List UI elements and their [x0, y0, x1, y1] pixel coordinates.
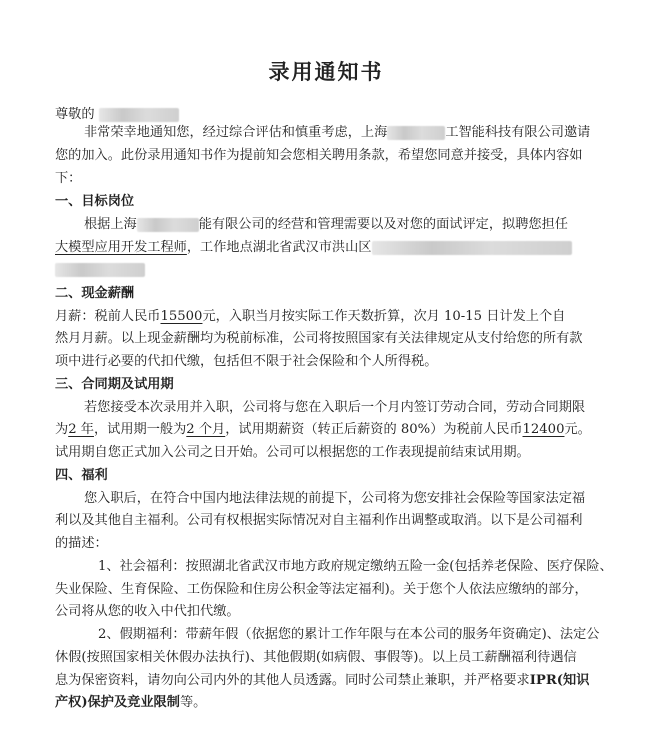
intro-line-2: 您的加入。此份录用通知书作为提前知会您相关聘用条款，希望您同意并接受，具体内容如 [55, 148, 583, 163]
s1-location: ，工作地点湖北省武汉市洪山区 [186, 240, 372, 255]
section-2-heading: 二、现金薪酬 [55, 286, 135, 301]
section-2-line-3: 项中进行必要的代扣代缴，包括但不限于社会保险和个人所得税。 [55, 354, 438, 369]
intro-text-a: 非常荣幸地通知您，经过综合评估和慎重考虑，上海 [84, 125, 388, 140]
b2-text-a: 息为保密资料，请勿向公司内外的其他人员透露。同时公司禁止兼职，并严格要求 [55, 673, 530, 688]
benefit-2-line-4 [55, 695, 206, 711]
section-2-line-1 [55, 309, 565, 325]
s1-text-b: 能有限公司的经营和管理需要以及对您的面试评定，拟聘您担任 [198, 217, 568, 232]
section-3-heading: 三、合同期及试用期 [55, 377, 174, 392]
section-3-line-3: 试用期自您正式加入公司之日开始。公司可以根据您的工作表现提前结束试用期。 [55, 445, 530, 460]
intro-line-1 [84, 125, 590, 141]
ipr-noncompete: 产权)保护及竞业限制 [55, 695, 180, 710]
redacted-company [137, 218, 199, 232]
document-title: 录用通知书 [268, 60, 384, 84]
section-2-line-2: 然月月薪。以上现金薪酬均为税前标准，公司将按照国家有关法律规定从支付给您的所有款 [55, 331, 583, 346]
greeting-prefix: 尊敬的 [55, 107, 95, 122]
monthly-salary: 15500 [160, 309, 203, 324]
probation-salary: 12400 [522, 422, 565, 437]
ipr-term: IPR [529, 673, 557, 688]
s1-text-a: 根据上海 [84, 217, 137, 232]
redacted-address [372, 241, 572, 255]
b2-text-end: 等。 [179, 695, 207, 710]
section-1-line-2 [55, 240, 572, 256]
s3-text-d: 元。 [564, 422, 591, 437]
section-1-line-1 [84, 217, 568, 233]
redacted-address [55, 263, 145, 277]
benefit-1-line-2: 失业保险、生育保险、工伤保险和住房公积金等法定福利)。关于您个人依法应缴纳的部分， [55, 582, 588, 597]
s3-text-a: 为 [55, 422, 69, 437]
section-1-line-3 [55, 262, 145, 278]
redacted-name [99, 108, 179, 122]
redacted-company [387, 126, 445, 140]
probation-period: 2 个月 [186, 422, 226, 437]
section-3-line-1: 若您接受本次录用并入职，公司将与您在入职后一个月内签订劳动合同，劳动合同期限 [84, 400, 586, 415]
section-3-line-2 [55, 422, 591, 438]
intro-text-b: 工智能科技有限公司邀请 [445, 125, 591, 140]
section-4-line-2: 利以及其他自主福利。公司有权根据实际情况对自主福利作出调整或取消。以下是公司福利 [55, 513, 583, 528]
benefit-2-line-2: 休假(按照国家相关休假办法执行)、其他假期(如病假、事假等)。以上员工薪酬福利待遇信 [55, 650, 577, 665]
section-4-line-3: 的描述： [55, 536, 108, 551]
s3-text-c: ，试用期薪资（转正后薪资的 80%）为税前人民币 [225, 422, 523, 437]
intro-line-3: 下： [55, 171, 82, 186]
section-1-heading: 一、目标岗位 [55, 194, 135, 209]
contract-term: 2 年 [68, 422, 94, 437]
s2-text-b: 元，入职当月按实际工作天数折算，次月 10-15 日计发上个自 [202, 309, 566, 324]
benefit-1-line-3: 公司将从您的收入中代扣代缴。 [55, 604, 240, 619]
greeting-line [55, 107, 179, 123]
section-4-heading: 四、福利 [55, 468, 108, 483]
benefit-2-line-1: 2、假期福利：带薪年假（依据您的累计工作年限与在本公司的服务年资确定)、法定公 [98, 627, 600, 642]
s2-text-a: 月薪：税前人民币 [55, 309, 161, 324]
section-4-line-1: 您入职后，在符合中国内地法律法规的前提下，公司将为您安排社会保险等国家法定福 [84, 491, 586, 506]
s3-text-b: ，试用期一般为 [93, 422, 187, 437]
benefit-2-line-3 [55, 673, 589, 689]
position-title: 大模型应用开发工程师 [55, 240, 187, 255]
b2-text-b: (知识 [556, 673, 590, 688]
benefit-1-line-1: 1、社会福利：按照湖北省武汉市地方政府规定缴纳五险一金(包括养老保险、医疗保险、 [98, 559, 613, 574]
